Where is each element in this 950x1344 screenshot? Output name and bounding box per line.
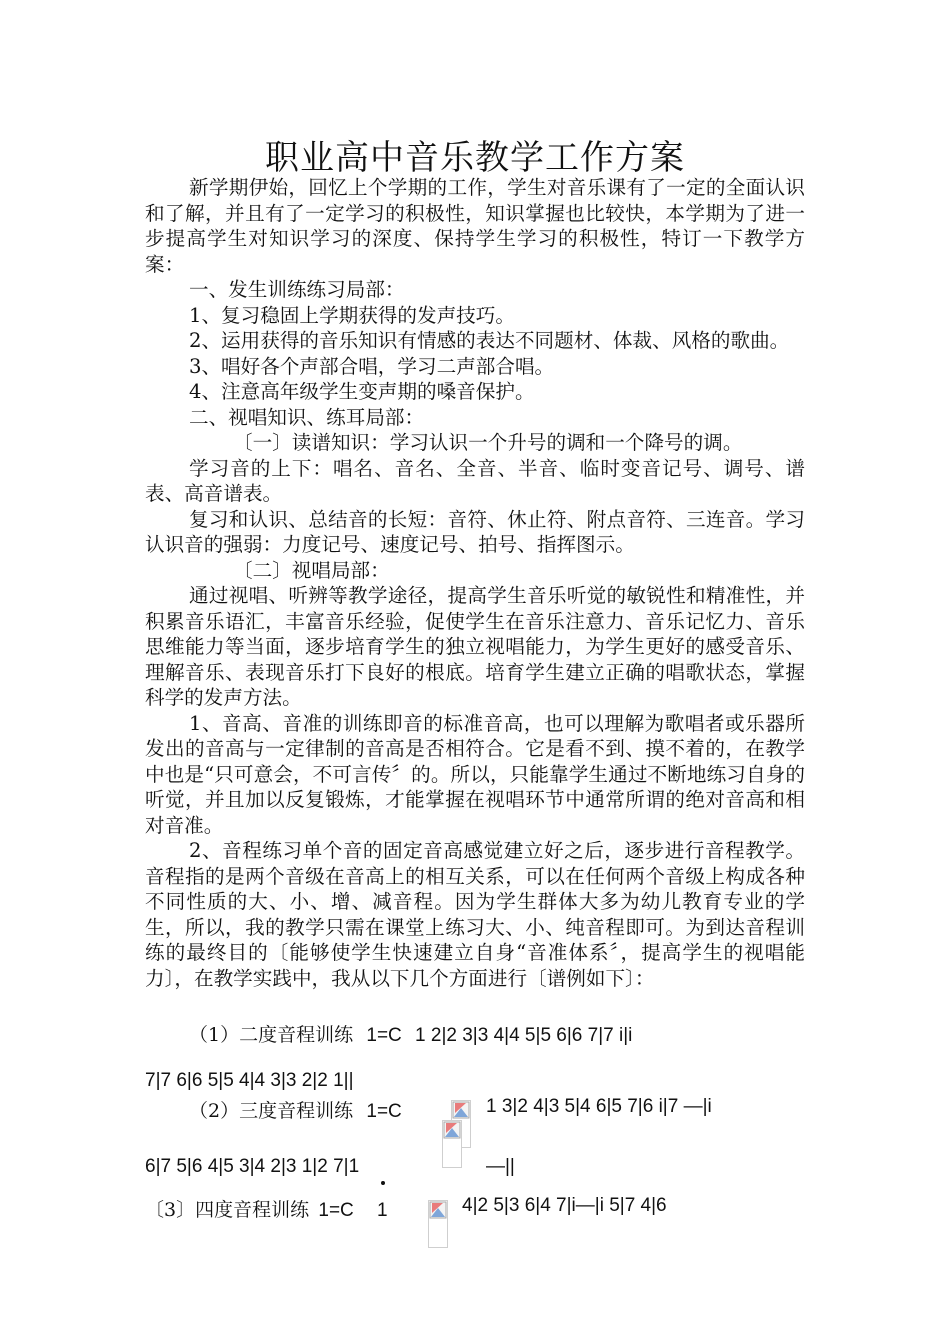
exercise-2-notes: 1 3|2 4|3 5|4 6|5 7|6 i|7 —|i	[486, 1096, 712, 1117]
list-item: 2、运用获得的音乐知识有情感的表达不同题材、体裁、风格的歌曲。	[189, 329, 790, 352]
document-title: 职业高中音乐教学工作方案	[265, 138, 685, 178]
exercise-1-key: 1=C	[366, 1025, 402, 1046]
list-item: 1、复习稳固上学期获得的发声技巧。	[189, 303, 515, 327]
section-heading-sightsinging: 二、视唱知识、练耳局部：	[189, 405, 425, 429]
exercise-2-line-2: 6|7 5|6 4|5 3|4 2|3 1|2 7|1	[145, 1156, 360, 1177]
subsection-heading-sightsinging: 〔二〕视唱局部：	[233, 558, 390, 582]
intro-paragraph: 新学期伊始，回忆上个学期的工作，学生对音乐课有了一定的全面认识和了解，并且有了一定学习的积极性，知识掌握也比较快，本学期为了进一步提高学生对知识学习的深度、保持学生学习的积极性，特订一下教学方案：	[145, 176, 805, 276]
exercise-1-line-2: 7|7 6|6 5|5 4|4 3|3 2|2 1||	[145, 1070, 354, 1091]
section-heading-vocal: 一、发生训练练习局部：	[189, 278, 405, 301]
exercise-3-notes: 4|2 5|3 6|4 7|i—|i 5|7 4|6	[462, 1195, 667, 1216]
body-paragraph: 通过视唱、听辨等教学途径，提高学生音乐听觉的敏锐性和精准性，并积累音乐语汇，丰富音乐经验，促使学生在音乐注意力、音乐记忆力、音乐思维能力等当面，逐步培育学生的独立视唱能力，为学生更好的感受音乐、理解音乐、表现音乐打下良好的根底。培育学生建立正确的唱歌状态，掌握科学的发声方法。	[145, 584, 805, 709]
body-paragraph: 2、音程练习单个音的固定音高感觉建立好之后，逐步进行音程教学。音程指的是两个音级在音高上的相互关系，可以在任何两个音级上构成各种不同性质的大、小、增、减音程。因为学生群体大多为幼儿教育专业的学生，所以，我的教学只需在课堂上练习大、小、纯音程即可。为到达音程训练的最终目的〔能够使学生快速建立自身“音准体系〞，提高学生的视唱能力〕，在教学实践中，我从以下几个方面进行〔谱例如下〕：	[145, 839, 805, 990]
document-body	[145, 175, 805, 991]
exercise-2-key: 1=C	[366, 1101, 402, 1122]
list-item: 3、唱好各个声部合唱，学习二声部合唱。	[189, 354, 555, 378]
exercise-3-label: 〔3〕四度音程训练	[145, 1199, 310, 1221]
exercise-1-notes: 1 2|2 3|3 4|4 5|5 6|6 7|7 i|i	[415, 1025, 633, 1046]
exercise-1-label: （1）二度音程训练	[189, 1024, 354, 1046]
exercise-3-start: 1	[377, 1200, 388, 1221]
exercise-3-key: 1=C	[318, 1200, 354, 1221]
body-paragraph: 1、音高、音准的训练即音的标准音高，也可以理解为歌唱者或乐器所发出的音高与一定律制的音高是否相符合。它是看不到、摸不着的，在教学中也是“只可意会，不可言传〞的。所以，只能靠学生通过不断地练习自身的听觉，并且加以反复锻炼，才能掌握在视唱环节中通常所谓的绝对音高和相对音准。	[145, 711, 805, 837]
body-paragraph: 学习音的上下：唱名、音名、全音、半音、临时变音记号、调号、谱表、高音谱表。	[145, 456, 805, 505]
body-paragraph: 复习和认识、总结音的长短：音符、休止符、附点音符、三连音。学习认识音的强弱：力度记号、速度记号、拍号、指挥图示。	[145, 507, 805, 556]
exercise-1-line-1	[189, 1020, 632, 1047]
list-item: 4、注意高年级学生变声期的嗓音保护。	[189, 380, 535, 403]
exercise-3-label-row	[145, 1195, 388, 1222]
broken-image-icon	[442, 1120, 462, 1168]
exercise-2-label: （2）三度音程训练	[189, 1100, 354, 1122]
low-octave-dot	[381, 1181, 385, 1185]
exercise-2-line-2-end: —||	[486, 1156, 515, 1177]
broken-image-icon	[428, 1200, 448, 1248]
subsection-heading-reading: 〔一〕读谱知识：学习认识一个升号的调和一个降号的调。	[233, 431, 743, 454]
exercise-2-label-row	[189, 1096, 402, 1123]
